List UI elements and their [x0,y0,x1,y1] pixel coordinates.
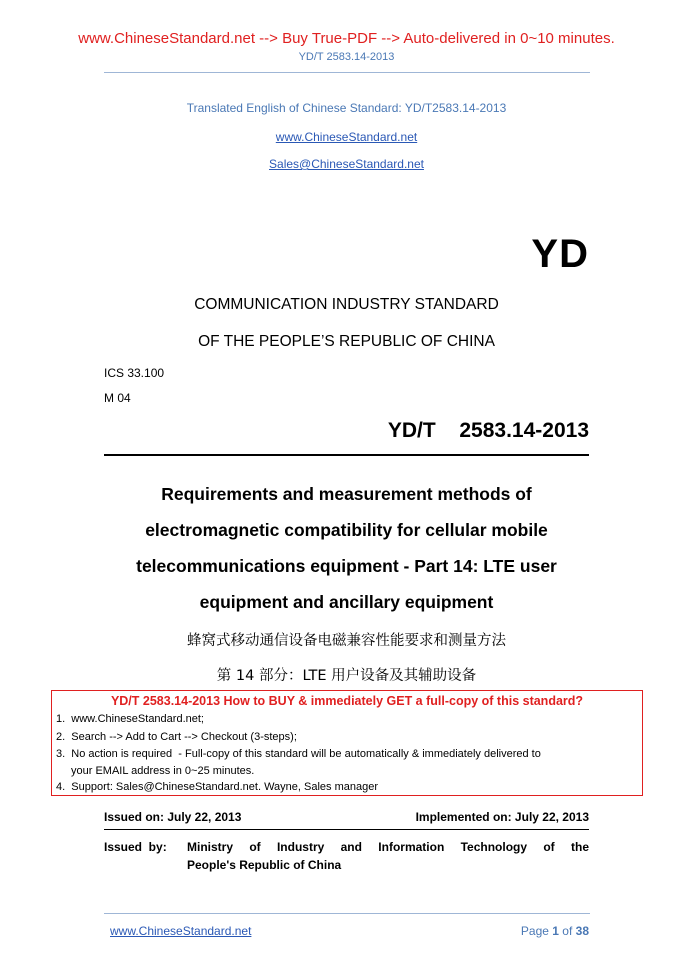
buy-info-box [51,690,643,796]
title-en-line-1: Requirements and measurement methods of [161,484,532,504]
page-of: of [558,924,576,938]
title-en-line-4: equipment and ancillary equipment [199,592,494,612]
page-indicator [521,924,589,938]
buy-step-3: 3. No action is required - Full-copy of this standard will be automatically & immediately delivered to [56,748,541,760]
buy-step-4: 4. Support: Sales@ChineseStandard.net. Wayne, Sales manager [56,781,378,793]
m-code: M 04 [104,391,131,405]
standard-number-divider [104,454,589,456]
buy-step-3-cont: your EMAIL address in 0~25 minutes. [71,765,255,777]
website-link[interactable]: www.ChineseStandard.net [275,130,418,144]
issuer-line-1: Ministry of Industry and Information Technology of the [187,840,589,854]
title-en-line-3: telecommunications equipment - Part 14: LTE user [136,556,557,576]
email-link-wrap [0,155,693,173]
buy-box-title: YD/T 2583.14-2013 How to BUY & immediately GET a full-copy of this standard? [110,694,584,708]
title-cn-line-1: 蜂窝式移动通信设备电磁兼容性能要求和测量方法 [187,633,506,649]
ics-code: ICS 33.100 [104,366,165,380]
standard-line-2: OF THE PEOPLE’S REPUBLIC OF CHINA [198,333,495,350]
header-divider [104,72,590,73]
footer-divider [104,913,590,914]
standard-mark: YD [531,232,589,276]
implemented-on-date: Implemented on: July 22, 2013 [415,810,589,824]
title-cn-line-2: 第 14 部分：LTE 用户设备及其辅助设备 [216,668,477,684]
buy-step-2: 2. Search --> Add to Cart --> Checkout (3-steps); [56,731,297,743]
website-link-wrap [0,128,693,146]
header-doc-code: YD/T 2583.14-2013 [298,51,395,63]
top-banner[interactable]: www.ChineseStandard.net --> Buy True-PDF --> Auto-delivered in 0~10 minutes. [78,30,615,47]
translated-note: Translated English of Chinese Standard: YD/T2583.14-2013 [186,101,507,115]
email-link[interactable]: Sales@ChineseStandard.net [269,157,424,171]
footer-website-link[interactable]: www.ChineseStandard.net [110,924,252,938]
standard-line-1: COMMUNICATION INDUSTRY STANDARD [194,296,499,313]
dates-divider [104,829,589,830]
issued-by-label: Issued by: [104,840,167,854]
page-total: 38 [575,924,589,938]
page-number: 1 [552,924,559,938]
standard-number: YD/T 2583.14-2013 [387,419,589,442]
issued-on-date: Issued on: July 22, 2013 [104,810,242,824]
issuer-line-2: People's Republic of China [187,858,342,872]
title-en-line-2: electromagnetic compatibility for cellular mobile [145,520,548,540]
page-prefix: Page [520,924,553,938]
buy-step-1: 1. www.ChineseStandard.net; [56,713,204,725]
